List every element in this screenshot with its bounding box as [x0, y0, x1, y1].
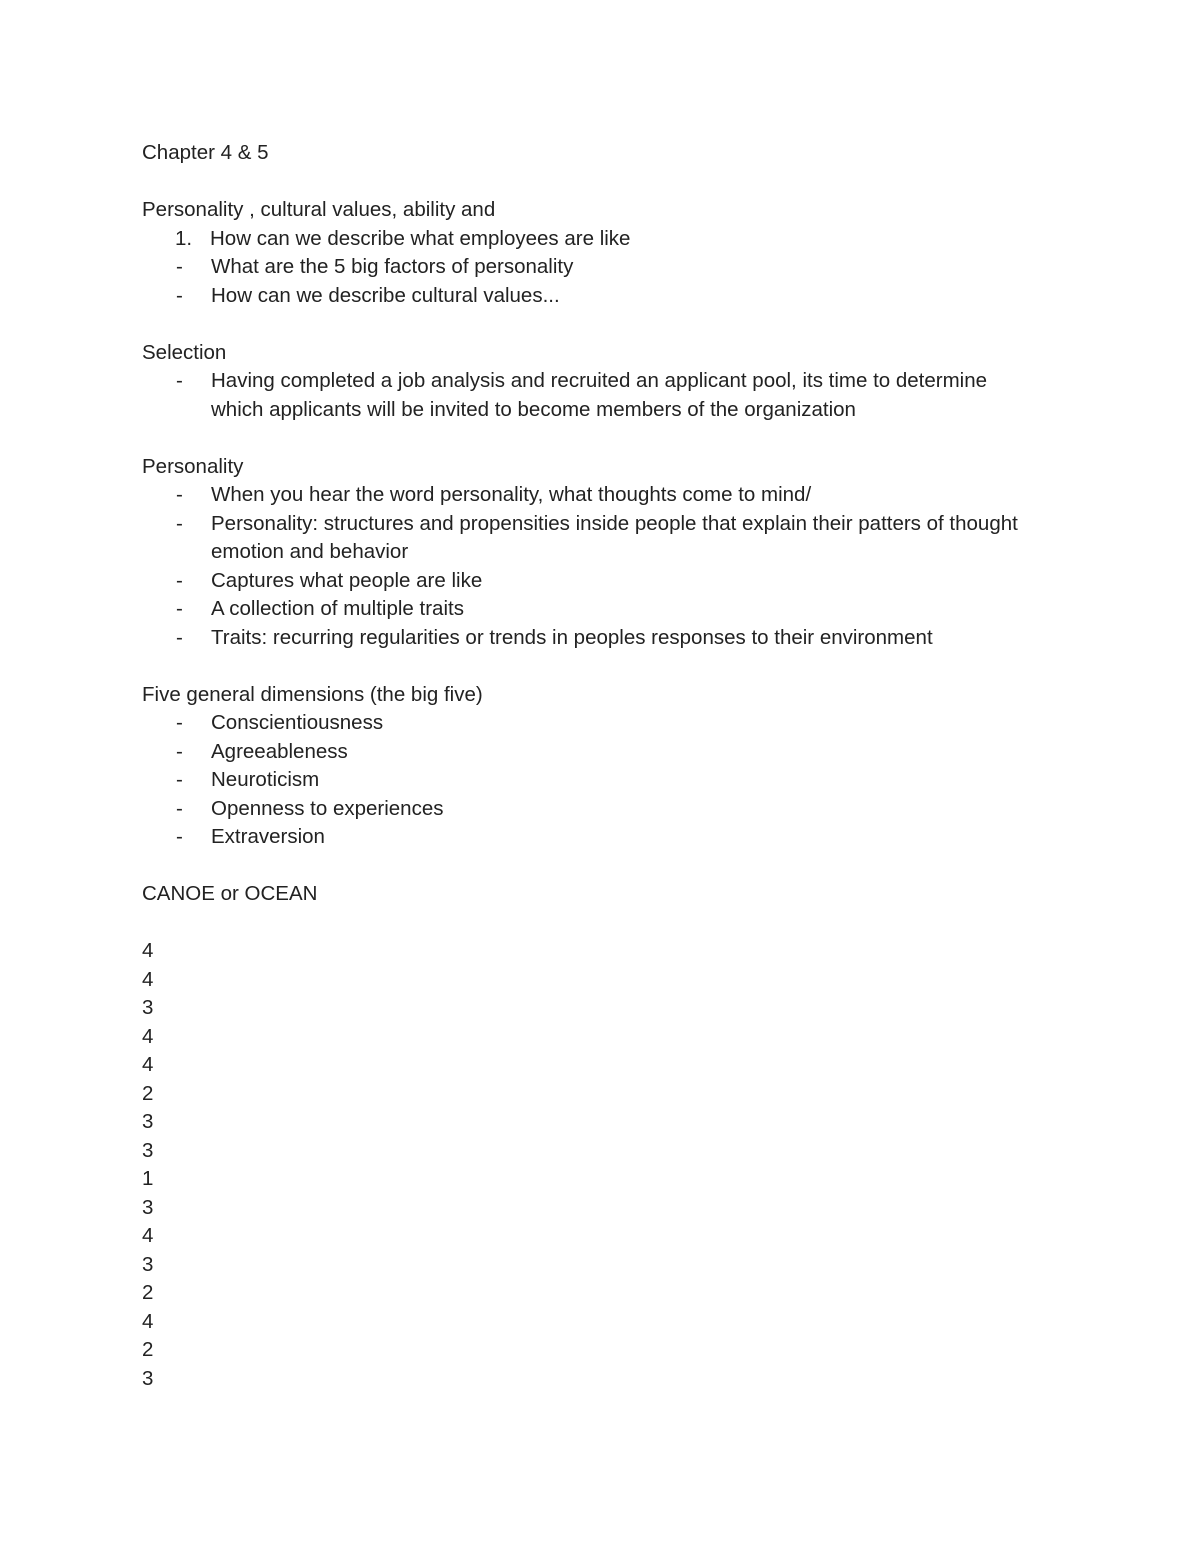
list-item-text: Extraversion: [211, 825, 325, 848]
section-list-big-five: [142, 709, 1062, 852]
number-line: 3: [142, 1195, 154, 1219]
list-item: [142, 510, 1062, 567]
list-item: [142, 282, 1062, 311]
number-line: 4: [142, 939, 154, 962]
list-item: [142, 766, 1062, 795]
list-marker: -: [176, 369, 183, 392]
number-line: 4: [142, 1309, 154, 1333]
list-item-text: Traits: recurring regularities or trends in peoples responses to their environment: [211, 625, 933, 649]
list-marker: -: [176, 568, 183, 592]
number-line: 4: [142, 1224, 154, 1247]
list-item: [142, 567, 1062, 596]
section-heading-selection: Selection: [142, 340, 227, 364]
number-line: 1: [142, 1167, 154, 1190]
list-marker: -: [176, 825, 183, 848]
spacer: [142, 168, 1062, 197]
page-title: Chapter 4 & 5: [142, 141, 269, 164]
spacer: [142, 424, 1062, 453]
acronym-line: CANOE or OCEAN: [142, 882, 318, 905]
number-line: 4: [142, 1053, 154, 1076]
list-item-text: Neuroticism: [211, 768, 320, 791]
list-item: [142, 738, 1062, 767]
list-item-text: Captures what people are like: [211, 568, 483, 592]
spacer: [142, 852, 1062, 881]
list-item-text: How can we describe what employees are like: [210, 226, 631, 250]
list-item-text: Openness to experiences: [211, 796, 444, 820]
number-line: 2: [142, 1081, 154, 1105]
list-marker: -: [176, 255, 183, 278]
number-line: 2: [142, 1281, 154, 1304]
list-item-text: Agreeableness: [211, 739, 348, 763]
list-item-text: Having completed a job analysis and recruited an applicant pool, its time to determine which applicants will be invited to become members of the organization: [211, 369, 988, 421]
list-item: [142, 225, 1062, 254]
list-item: [142, 823, 1062, 852]
list-item-text: What are the 5 big factors of personality: [211, 255, 574, 278]
list-item: [142, 481, 1062, 510]
list-marker: -: [176, 625, 183, 649]
list-marker: -: [176, 711, 183, 734]
list-marker: -: [176, 283, 183, 307]
list-item-text: When you hear the word personality, what thoughts come to mind/: [211, 483, 812, 506]
number-line: 4: [142, 967, 154, 991]
list-marker: -: [176, 597, 183, 620]
list-item-text: A collection of multiple traits: [211, 597, 464, 620]
section-list-selection: [142, 367, 1062, 424]
spacer: [142, 310, 1062, 339]
list-item: [142, 795, 1062, 824]
number-line: 2: [142, 1338, 154, 1361]
number-line: 3: [142, 996, 154, 1019]
number-line: 3: [142, 1110, 154, 1133]
document-body: [142, 139, 1062, 1393]
number-line: 3: [142, 1138, 154, 1162]
section-list-personality-cultural-values: [142, 225, 1062, 311]
list-marker: -: [176, 511, 183, 535]
list-item: [142, 624, 1062, 653]
list-marker: -: [176, 796, 183, 820]
list-item: [142, 367, 1062, 424]
list-marker: -: [176, 483, 183, 506]
spacer: [142, 909, 1062, 938]
spacer: [142, 652, 1062, 681]
number-line: 3: [142, 1366, 154, 1390]
section-heading-big-five: Five general dimensions (the big five): [142, 682, 483, 706]
section-list-personality: [142, 481, 1062, 652]
section-heading-personality-cultural-values: Personality , cultural values, ability and: [142, 198, 496, 221]
list-item: [142, 709, 1062, 738]
list-marker: 1.: [175, 226, 193, 250]
list-marker: -: [176, 739, 183, 763]
list-item: [142, 253, 1062, 282]
list-item-text: How can we describe cultural values...: [211, 283, 560, 307]
list-item-text: Conscientiousness: [211, 711, 384, 734]
list-item: [142, 595, 1062, 624]
list-item-text: Personality: structures and propensities inside people that explain their patters of thought emotion and behavior: [211, 511, 1018, 563]
number-line: 3: [142, 1252, 154, 1276]
number-list: [142, 937, 1062, 1393]
list-marker: -: [176, 768, 183, 791]
section-heading-personality: Personality: [142, 454, 244, 478]
number-line: 4: [142, 1024, 154, 1048]
